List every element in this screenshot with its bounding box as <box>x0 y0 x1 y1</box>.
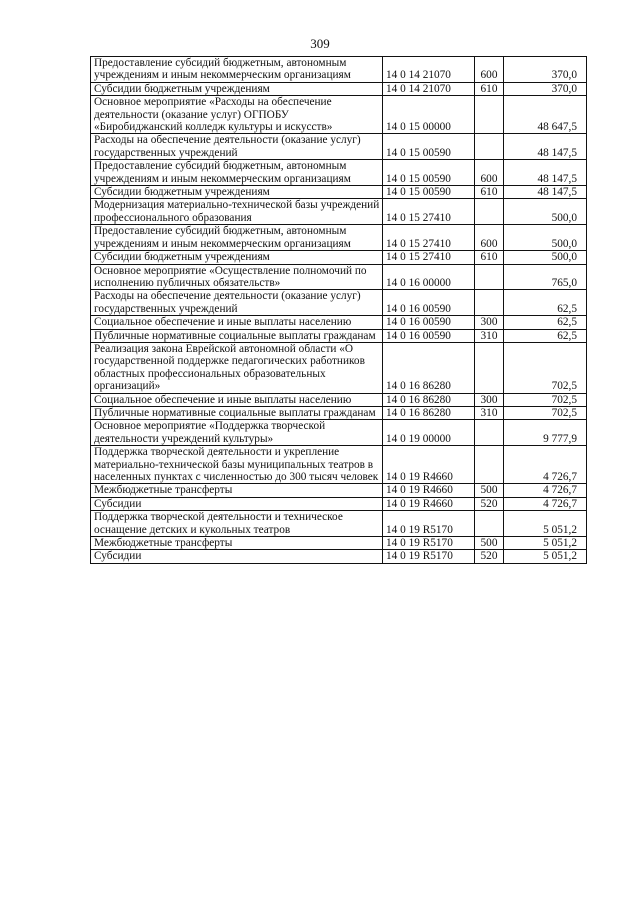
table-row <box>91 342 587 393</box>
target-article-code: 14 0 14 21070 <box>383 57 475 83</box>
amount: 500,0 <box>504 251 587 264</box>
expense-type-code: 500 <box>475 484 504 497</box>
item-name: Основное мероприятие «Осуществление полномочий по исполнению публичных обязательств» <box>91 264 383 290</box>
item-name: Публичные нормативные социальные выплаты гражданам <box>91 406 383 419</box>
table-row <box>91 393 587 406</box>
item-name: Предоставление субсидий бюджетным, автономным учреждениям и иным некоммерческим организациям <box>91 57 383 83</box>
item-name: Реализация закона Еврейской автономной области «О государственной поддержке педагогических работников областных профессиональных образовательных организаций» <box>91 342 383 393</box>
target-article-code: 14 0 19 R4660 <box>383 484 475 497</box>
amount: 9 777,9 <box>504 420 587 446</box>
target-article-code: 14 0 15 00590 <box>383 134 475 160</box>
table-row <box>91 225 587 251</box>
item-name: Субсидии бюджетным учреждениям <box>91 186 383 199</box>
table-row <box>91 406 587 419</box>
expense-type-code: 600 <box>475 57 504 83</box>
target-article-code: 14 0 15 27410 <box>383 225 475 251</box>
item-name: Субсидии бюджетным учреждениям <box>91 82 383 95</box>
table-row <box>91 134 587 160</box>
expense-type-code: 600 <box>475 225 504 251</box>
amount: 62,5 <box>504 329 587 342</box>
expense-type-code: 310 <box>475 406 504 419</box>
amount: 48 647,5 <box>504 96 587 134</box>
item-name: Субсидии <box>91 497 383 510</box>
table-row <box>91 497 587 510</box>
target-article-code: 14 0 19 R4660 <box>383 497 475 510</box>
expense-type-code: 300 <box>475 316 504 329</box>
target-article-code: 14 0 15 27410 <box>383 251 475 264</box>
amount: 4 726,7 <box>504 446 587 484</box>
amount: 48 147,5 <box>504 134 587 160</box>
expense-type-code: 520 <box>475 550 504 563</box>
target-article-code: 14 0 15 00590 <box>383 160 475 186</box>
amount: 702,5 <box>504 393 587 406</box>
amount: 702,5 <box>504 406 587 419</box>
item-name: Публичные нормативные социальные выплаты гражданам <box>91 329 383 342</box>
amount: 5 051,2 <box>504 537 587 550</box>
item-name: Социальное обеспечение и иные выплаты населению <box>91 393 383 406</box>
expense-type-code <box>475 511 504 537</box>
amount: 500,0 <box>504 199 587 225</box>
amount: 62,5 <box>504 316 587 329</box>
item-name: Расходы на обеспечение деятельности (оказание услуг) государственных учреждений <box>91 290 383 316</box>
amount: 48 147,5 <box>504 186 587 199</box>
amount: 48 147,5 <box>504 160 587 186</box>
expense-type-code: 610 <box>475 82 504 95</box>
item-name: Социальное обеспечение и иные выплаты населению <box>91 316 383 329</box>
target-article-code: 14 0 16 00590 <box>383 290 475 316</box>
amount: 62,5 <box>504 290 587 316</box>
amount: 4 726,7 <box>504 484 587 497</box>
table-row <box>91 550 587 563</box>
expense-type-code <box>475 420 504 446</box>
item-name: Основное мероприятие «Расходы на обеспечение деятельности (оказание услуг) ОГПОБУ «Биробиджанский колледж культуры и искусств» <box>91 96 383 134</box>
amount: 702,5 <box>504 342 587 393</box>
item-name: Расходы на обеспечение деятельности (оказание услуг) государственных учреждений <box>91 134 383 160</box>
expense-type-code: 500 <box>475 537 504 550</box>
table-row <box>91 96 587 134</box>
amount: 4 726,7 <box>504 497 587 510</box>
item-name: Межбюджетные трансферты <box>91 484 383 497</box>
expense-type-code: 600 <box>475 160 504 186</box>
expense-type-code: 300 <box>475 393 504 406</box>
table-row <box>91 186 587 199</box>
table-row <box>91 446 587 484</box>
table-row <box>91 82 587 95</box>
expense-type-code <box>475 134 504 160</box>
expense-type-code: 610 <box>475 251 504 264</box>
target-article-code: 14 0 19 R4660 <box>383 446 475 484</box>
amount: 370,0 <box>504 82 587 95</box>
table-row <box>91 264 587 290</box>
expense-type-code: 520 <box>475 497 504 510</box>
amount: 765,0 <box>504 264 587 290</box>
target-article-code: 14 0 16 86280 <box>383 406 475 419</box>
amount: 5 051,2 <box>504 511 587 537</box>
target-article-code: 14 0 16 86280 <box>383 342 475 393</box>
budget-table-body <box>91 57 587 564</box>
target-article-code: 14 0 16 00000 <box>383 264 475 290</box>
item-name: Поддержка творческой деятельности и укрепление материально-технической базы муниципальных театров в населенных пунктах с численностью до 300 тысяч человек <box>91 446 383 484</box>
expense-type-code: 610 <box>475 186 504 199</box>
expense-type-code <box>475 199 504 225</box>
target-article-code: 14 0 19 R5170 <box>383 550 475 563</box>
target-article-code: 14 0 15 00000 <box>383 96 475 134</box>
budget-table <box>90 56 587 564</box>
item-name: Субсидии бюджетным учреждениям <box>91 251 383 264</box>
table-row <box>91 251 587 264</box>
target-article-code: 14 0 19 R5170 <box>383 537 475 550</box>
expense-type-code <box>475 446 504 484</box>
target-article-code: 14 0 16 00590 <box>383 316 475 329</box>
expense-type-code <box>475 264 504 290</box>
table-row <box>91 57 587 83</box>
expense-type-code: 310 <box>475 329 504 342</box>
target-article-code: 14 0 19 R5170 <box>383 511 475 537</box>
target-article-code: 14 0 16 86280 <box>383 393 475 406</box>
table-row <box>91 329 587 342</box>
amount: 500,0 <box>504 225 587 251</box>
item-name: Субсидии <box>91 550 383 563</box>
table-row <box>91 290 587 316</box>
target-article-code: 14 0 15 27410 <box>383 199 475 225</box>
expense-type-code <box>475 290 504 316</box>
amount: 370,0 <box>504 57 587 83</box>
table-row <box>91 199 587 225</box>
table-row <box>91 511 587 537</box>
table-row <box>91 484 587 497</box>
item-name: Межбюджетные трансферты <box>91 537 383 550</box>
target-article-code: 14 0 16 00590 <box>383 329 475 342</box>
item-name: Предоставление субсидий бюджетным, автономным учреждениям и иным некоммерческим организациям <box>91 225 383 251</box>
expense-type-code <box>475 96 504 134</box>
target-article-code: 14 0 19 00000 <box>383 420 475 446</box>
table-row <box>91 537 587 550</box>
table-row <box>91 316 587 329</box>
expense-type-code <box>475 342 504 393</box>
item-name: Поддержка творческой деятельности и техническое оснащение детских и кукольных театров <box>91 511 383 537</box>
amount: 5 051,2 <box>504 550 587 563</box>
table-row <box>91 160 587 186</box>
target-article-code: 14 0 15 00590 <box>383 186 475 199</box>
item-name: Предоставление субсидий бюджетным, автономным учреждениям и иным некоммерческим организациям <box>91 160 383 186</box>
table-row <box>91 420 587 446</box>
item-name: Модернизация материально-технической базы учреждений профессионального образования <box>91 199 383 225</box>
page-number: 309 <box>310 36 330 51</box>
target-article-code: 14 0 14 21070 <box>383 82 475 95</box>
item-name: Основное мероприятие «Поддержка творческой деятельности учреждений культуры» <box>91 420 383 446</box>
